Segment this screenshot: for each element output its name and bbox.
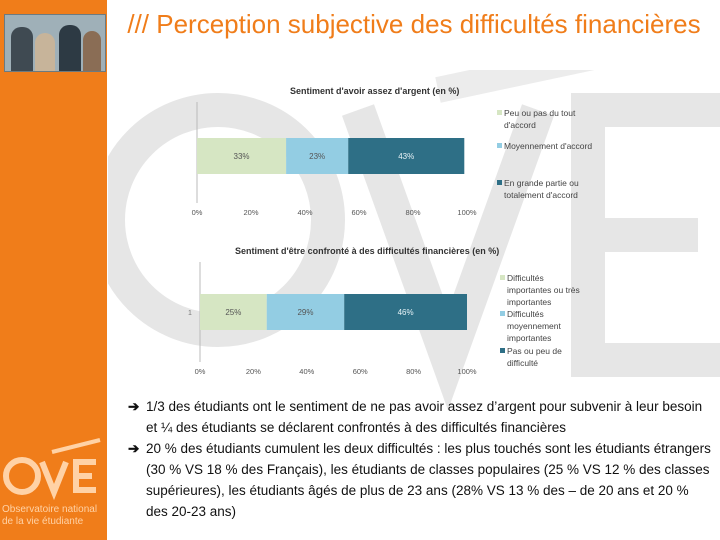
legend-label-1-3: En grande partie ou totalement d'accord xyxy=(504,178,579,200)
x-tick-label-1-2: 20% xyxy=(243,208,259,217)
x-tick-label-2-1: 0% xyxy=(194,367,206,376)
chart-category-label: 1 xyxy=(188,310,192,317)
chart-title-2: Sentiment d'être confronté à des difficultés financières (en %) xyxy=(235,246,500,256)
bar-label-1-2: 23% xyxy=(309,152,326,161)
orange-sidebar xyxy=(0,0,107,540)
x-tick-label-1-3: 40% xyxy=(297,208,313,217)
x-tick-label-2-3: 40% xyxy=(299,367,315,376)
bar-label-1-1: 33% xyxy=(233,152,250,161)
logo-line-2: de la vie étudiante xyxy=(2,516,84,527)
legend-swatch-1-2 xyxy=(497,143,502,148)
x-tick-label-2-6: 100% xyxy=(457,367,477,376)
bullet-list xyxy=(128,396,713,522)
x-tick-label-2-2: 20% xyxy=(245,367,261,376)
legend-swatch-1-3 xyxy=(497,180,502,185)
logo-line-1: Observatoire national xyxy=(2,504,98,515)
x-tick-label-1-1: 0% xyxy=(191,208,203,217)
legend-swatch-1-1 xyxy=(497,110,502,115)
legend-swatch-2-1 xyxy=(500,275,505,280)
x-tick-label-1-6: 100% xyxy=(457,208,477,217)
x-tick-label-1-5: 80% xyxy=(405,208,421,217)
bullet-text-2: 20 % des étudiants cumulent les deux difficultés : les plus touchés sont les étudiants étrangers (30 % VS 18 % des Français), les étudiants de classes populaires (25 % VS 12 % des classes supérieures), les étudiants âgés de plus de 23 ans (28% VS 13 % des – de 20 ans et 20 % des 20-23 ans) xyxy=(146,441,711,519)
legend-label-1-1: Peu ou pas du tout d'accord xyxy=(504,108,576,130)
bar-label-2-3: 46% xyxy=(397,308,414,317)
legend-label-2-1: Difficultés importantes ou très importantes xyxy=(507,273,580,307)
arrow-right-icon: ➔ xyxy=(128,399,140,414)
students-photo xyxy=(4,14,106,72)
legend-label-2-3: Pas ou peu de difficulté xyxy=(507,346,562,368)
x-tick-label-1-4: 60% xyxy=(351,208,367,217)
bullet-item-2 xyxy=(128,438,713,522)
bar-label-2-1: 25% xyxy=(225,308,242,317)
legend-swatch-2-3 xyxy=(500,348,505,353)
charts-area xyxy=(185,82,625,382)
legend-swatch-2-2 xyxy=(500,311,505,316)
chart-title-1: Sentiment d'avoir assez d'argent (en %) xyxy=(290,86,460,96)
legend-label-2-2: Difficultés moyennement importantes xyxy=(507,309,561,343)
bullet-text-1: 1/3 des étudiants ont le sentiment de ne pas avoir assez d’argent pour subvenir à leur besoin et ¼ des étudiants se déclarent confrontés à des difficultés financières xyxy=(146,399,703,435)
x-tick-label-2-5: 80% xyxy=(406,367,422,376)
arrow-right-icon: ➔ xyxy=(128,441,140,456)
bar-label-2-2: 29% xyxy=(297,308,314,317)
slide-title: /// Perception subjective des difficultés financières xyxy=(127,9,701,39)
legend-label-1-2: Moyennement d'accord xyxy=(504,141,593,151)
bullet-item-1 xyxy=(128,396,713,438)
x-tick-label-2-4: 60% xyxy=(352,367,368,376)
bar-label-1-3: 43% xyxy=(398,152,415,161)
